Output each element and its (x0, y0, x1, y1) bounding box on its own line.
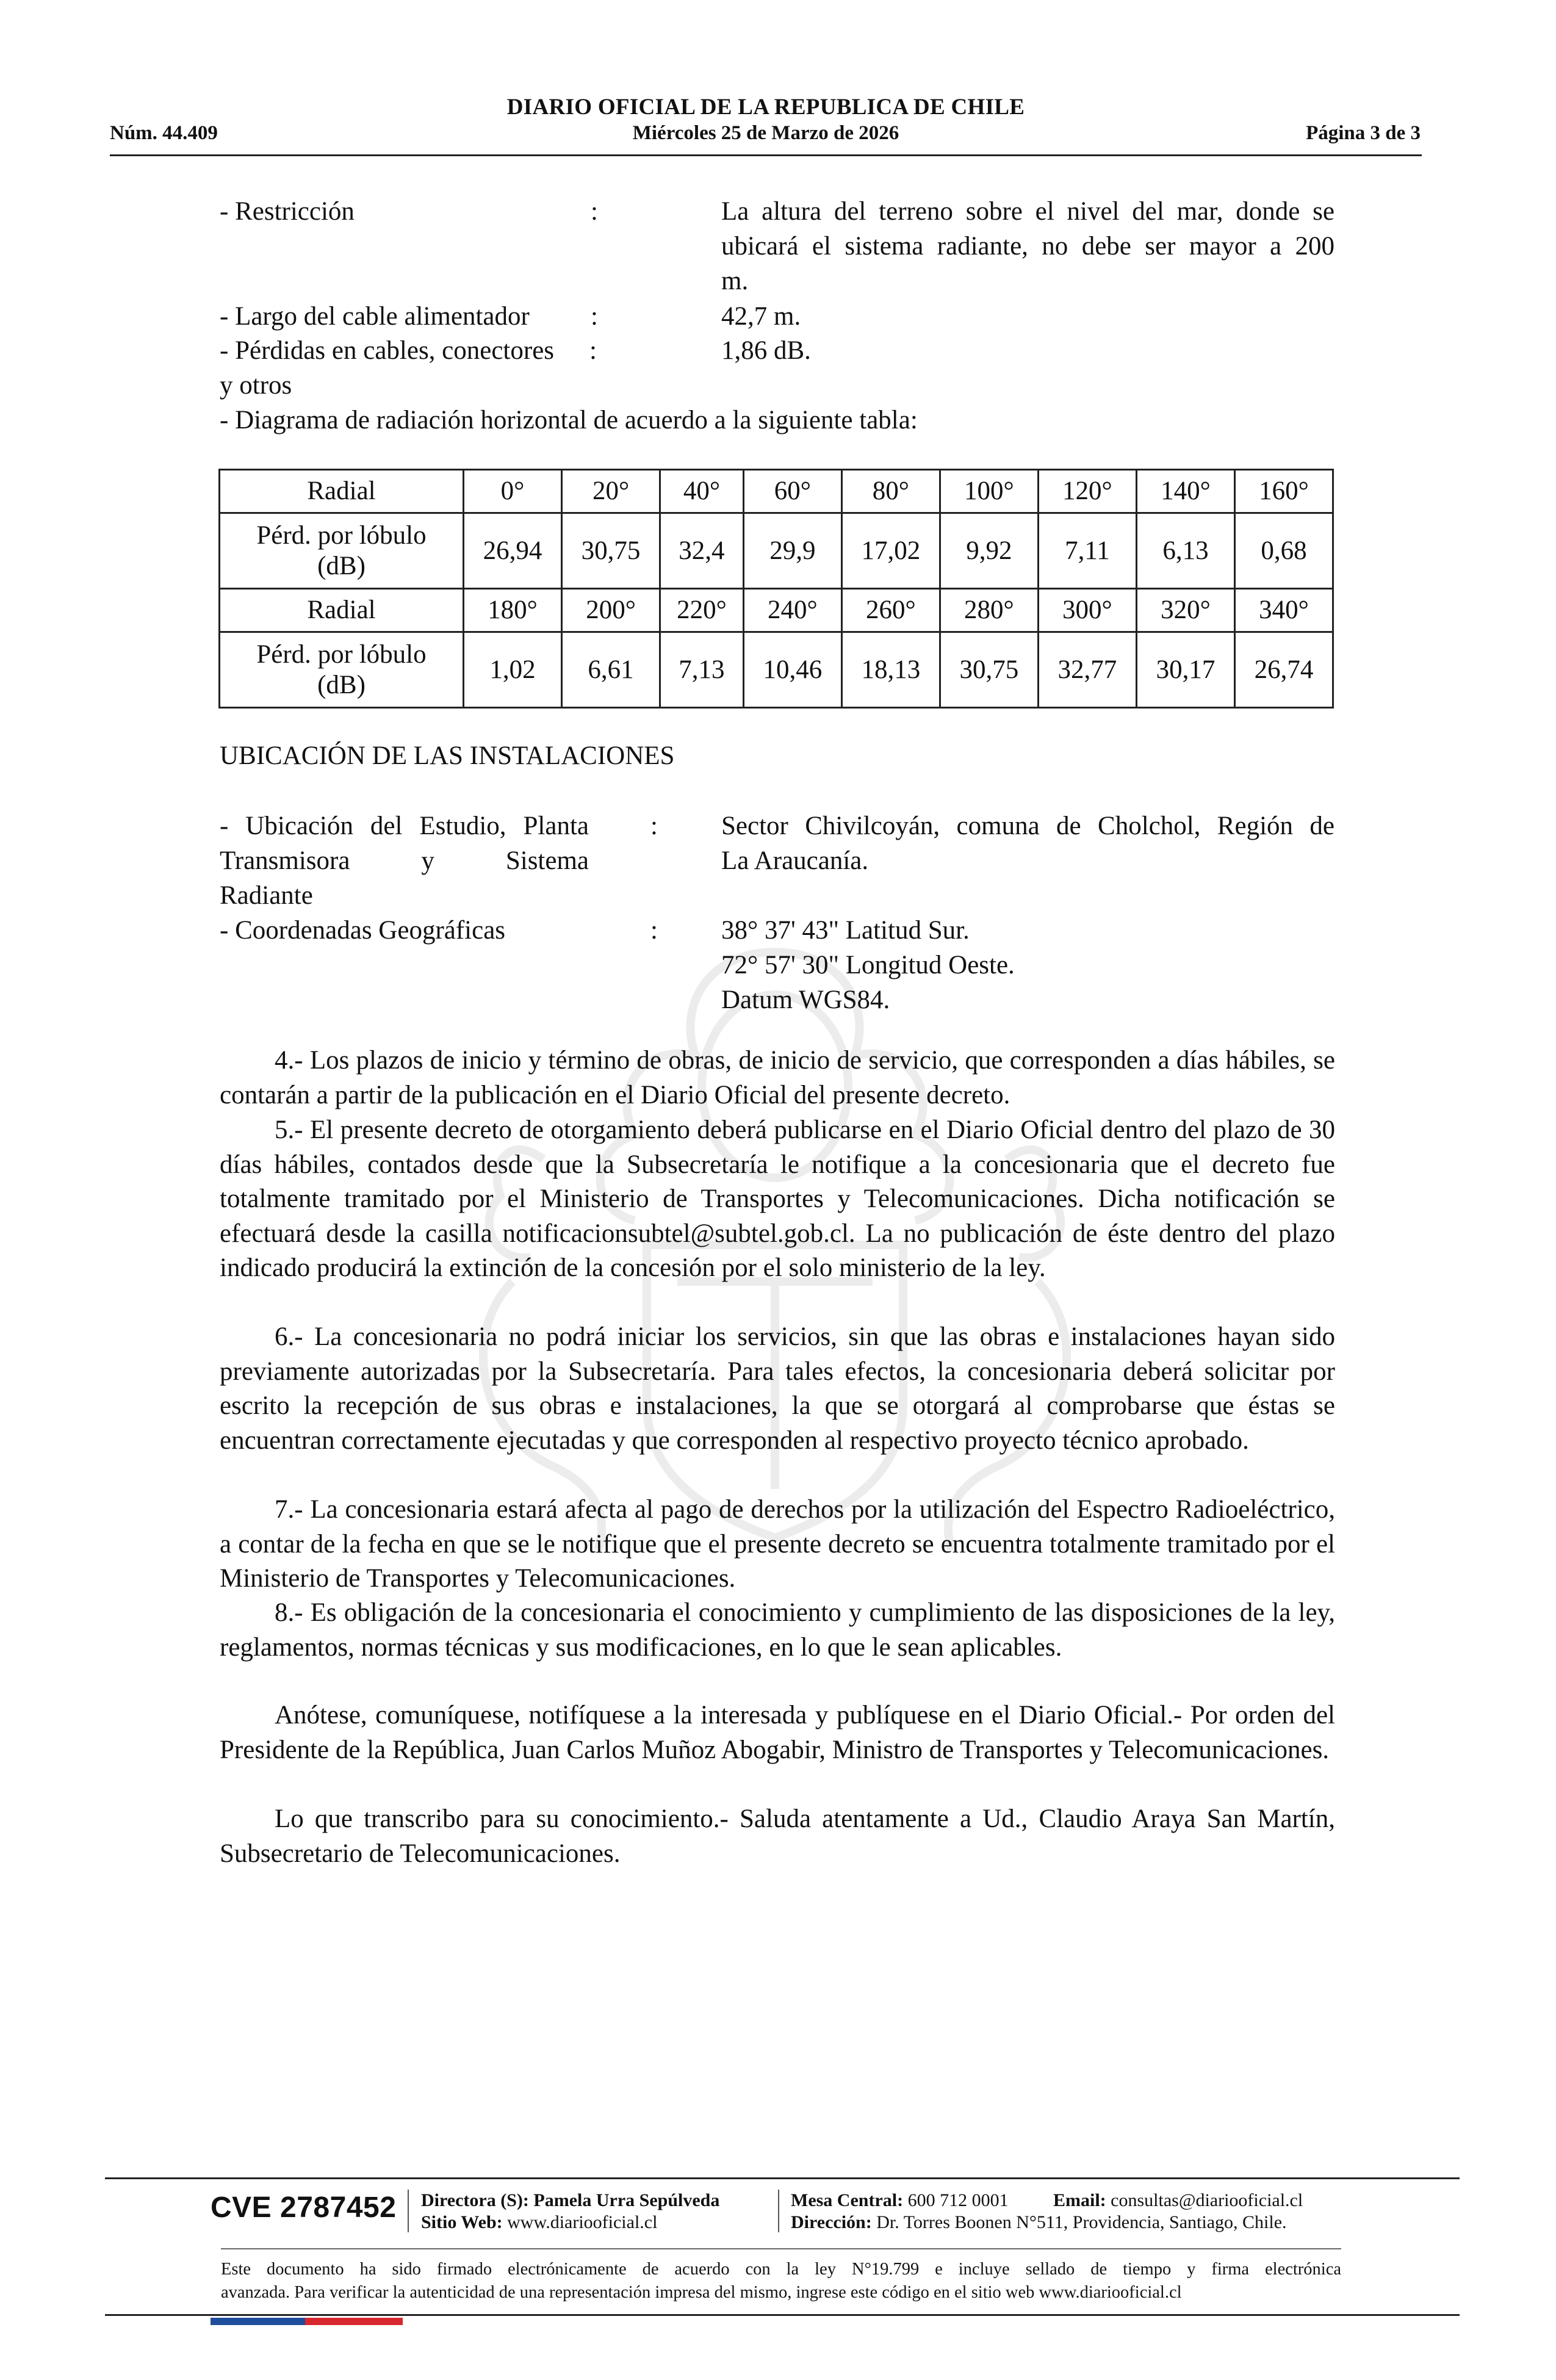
loss-cell: 30,17 (1136, 632, 1234, 708)
loss-cell: 18,13 (841, 632, 940, 708)
loss-header-line2: (dB) (317, 551, 366, 580)
header-divider (110, 154, 1422, 156)
radial-cell: 160° (1234, 470, 1333, 513)
table-row-radials-1 (220, 470, 1333, 513)
radial-cell: 320° (1136, 589, 1234, 632)
footer-email (1053, 2190, 1303, 2212)
coordenadas-label: - Coordenadas Geográficas (220, 916, 506, 945)
radial-cell: 340° (1234, 589, 1333, 632)
footer-mid-divider (221, 2248, 1341, 2249)
radial-cell: 200° (562, 589, 660, 632)
mesa-label: Mesa Central: (791, 2190, 904, 2210)
email-label: Email: (1053, 2190, 1106, 2210)
radial-cell: 260° (841, 589, 940, 632)
restriccion-label: - Restricción (220, 197, 355, 226)
loss-header-line2: (dB) (317, 670, 366, 699)
perdidas-label: - Pérdidas en cables, conectores (220, 336, 555, 365)
restriccion-value-line2: ubicará el sistema radiante, no debe ser mayor a 200 (721, 232, 1334, 261)
paragraph-6: 6.- La concesionaria no podrá iniciar los servicios, sin que las obras e instalaciones hayan sido previamente autorizadas por la Subsecretaría. Para tales efectos, la concesionaria deberá solicitar por escrito la recepción de sus obras e instalaciones, la que se otorgará al comprobarse que éstas se encuentran correctamente ejecutadas y que corresponden al respectivo proyecto técnico aprobado. (220, 1322, 1335, 1455)
footer-directora (421, 2190, 719, 2212)
estudio-label-line3: Radiante (220, 881, 313, 910)
radial-cell: 40° (660, 470, 744, 513)
issue-date: Miércoles 25 de Marzo de 2026 (632, 122, 899, 144)
closing-paragraph: Anótese, comuníquese, notifíquese a la interesada y publíquese en el Diario Oficial.- Por orden del Presidente de la República, Juan Carlos Muñoz Abogabir, Ministro de Transportes y Telecomunicaciones. (220, 1701, 1335, 1764)
loss-cell: 9,92 (940, 513, 1038, 589)
radial-cell: 80° (841, 470, 940, 513)
loss-cell: 30,75 (562, 513, 660, 589)
footer-sitio (421, 2212, 657, 2234)
table-row-radials-2 (220, 589, 1333, 632)
perdidas-label-line2: y otros (220, 371, 292, 400)
ubicacion-heading: UBICACIÓN DE LAS INSTALACIONES (220, 741, 675, 770)
radial-cell: 20° (562, 470, 660, 513)
radial-header-cell: Radial (220, 589, 464, 632)
radial-cell: 140° (1136, 470, 1234, 513)
perdidas-value: 1,86 dB. (721, 336, 811, 365)
paragraph-5: 5.- El presente decreto de otorgamiento deberá publicarse en el Diario Oficial dentro del plazo de 30 días hábiles, contados desde que la Subsecretaría le notifique a la concesionaria que el decreto fue totalmente tramitado por el Ministerio de Transportes y Telecomunicaciones. Dicha notificación se efectuará desde la casilla notificacionsubtel@subtel.gob.cl. La no publicación de éste dentro del plazo indicado producirá la extinción de la concesión por el solo ministerio de la ley. (220, 1116, 1335, 1282)
coordenadas-longitud: 72° 57' 30" Longitud Oeste. (721, 951, 1015, 979)
mesa-value: 600 712 0001 (907, 2190, 1009, 2210)
radial-cell: 120° (1038, 470, 1136, 513)
footer-top-divider (105, 2177, 1460, 2179)
estudio-value-line2: La Araucanía. (721, 846, 869, 875)
paragraph-4: 4.- Los plazos de inicio y término de obras, de inicio de servicio, que corresponden a días hábiles, se contarán a partir de la publicación en el Diario Oficial del presente decreto. (220, 1046, 1335, 1109)
footer-separator (408, 2190, 409, 2232)
page-indicator: Página 3 de 3 (1306, 122, 1421, 144)
loss-cell: 32,4 (660, 513, 744, 589)
estudio-value-line1: Sector Chivilcoyán, comuna de Cholchol, Región de (721, 812, 1334, 840)
footer-direccion (791, 2212, 1287, 2234)
loss-cell: 10,46 (743, 632, 841, 708)
radial-cell: 280° (940, 589, 1038, 632)
loss-cell: 1,02 (464, 632, 562, 708)
directora-label: Directora (S): (421, 2190, 529, 2210)
coordenadas-latitud: 38° 37' 43" Latitud Sur. (721, 916, 970, 945)
restriccion-value-line3: m. (721, 267, 749, 295)
radial-cell: 60° (743, 470, 841, 513)
issue-number: Núm. 44.409 (110, 122, 218, 144)
radial-cell: 180° (464, 589, 562, 632)
coordenadas-colon: : (650, 916, 658, 945)
footer-bottom-divider (105, 2314, 1460, 2316)
radiation-pattern-table (218, 469, 1334, 709)
transcribo-paragraph: Lo que transcribo para su conocimiento.- Saluda atentamente a Ud., Claudio Araya San Martín, Subsecretario de Telecomunicaciones. (220, 1805, 1335, 1868)
loss-cell: 7,13 (660, 632, 744, 708)
direccion-label: Dirección: (791, 2212, 872, 2232)
loss-header-line1: Pérd. por lóbulo (256, 640, 427, 669)
loss-cell: 7,11 (1038, 513, 1136, 589)
loss-cell: 6,13 (1136, 513, 1234, 589)
signature-notice-line1: Este documento ha sido firmado electrónicamente de acuerdo con la ley N°19.799 e incluye sellado de tiempo y firma electrónica (221, 2260, 1341, 2279)
largo-cable-value: 42,7 m. (721, 302, 801, 331)
cve-code: CVE 2787452 (211, 2191, 397, 2224)
coordenadas-datum: Datum WGS84. (721, 986, 890, 1014)
loss-header-line1: Pérd. por lóbulo (256, 521, 427, 550)
newspaper-title: DIARIO OFICIAL DE LA REPUBLICA DE CHILE (506, 95, 1025, 120)
estudio-colon: : (650, 812, 658, 840)
radial-cell: 100° (940, 470, 1038, 513)
loss-cell: 26,74 (1234, 632, 1333, 708)
largo-cable-label: - Largo del cable alimentador (220, 302, 530, 331)
signature-notice-line2: avanzada. Para verificar la autenticidad de una representación impresa del mismo, ingrese este código en el sitio web www.diariooficial.cl (221, 2283, 1182, 2302)
flag-stripe-blue (211, 2318, 305, 2325)
loss-cell: 29,9 (743, 513, 841, 589)
table-row-losses-1 (220, 513, 1333, 589)
sitio-label: Sitio Web: (421, 2212, 503, 2232)
estudio-label-line2: Transmisora y Sistema (220, 846, 589, 875)
loss-cell: 0,68 (1234, 513, 1333, 589)
email-link[interactable]: consultas@diariooficial.cl (1111, 2190, 1303, 2210)
loss-cell: 32,77 (1038, 632, 1136, 708)
loss-header-cell (220, 632, 464, 708)
loss-cell: 6,61 (562, 632, 660, 708)
direccion-value: Dr. Torres Boonen N°511, Providencia, Santiago, Chile. (876, 2212, 1287, 2232)
loss-header-cell (220, 513, 464, 589)
table-row-losses-2 (220, 632, 1333, 708)
paragraph-8: 8.- Es obligación de la concesionaria el conocimiento y cumplimiento de las disposiciones de la ley, reglamentos, normas técnicas y sus modificaciones, en lo que le sean aplicables. (220, 1598, 1335, 1662)
paragraph-7: 7.- La concesionaria estará afecta al pago de derechos por la utilización del Espectro Radioeléctrico, a contar de la fecha en que se le notifique que el presente decreto se encuentra totalmente tramitado por el Ministerio de Transportes y Telecomunicaciones. (220, 1495, 1335, 1593)
radial-cell: 0° (464, 470, 562, 513)
restriccion-value-line1: La altura del terreno sobre el nivel del mar, donde se (721, 197, 1334, 226)
flag-stripe-red (305, 2318, 403, 2325)
sitio-link[interactable]: www.diariooficial.cl (507, 2212, 658, 2232)
radial-cell: 220° (660, 589, 744, 632)
loss-cell: 26,94 (464, 513, 562, 589)
perdidas-colon: : (589, 336, 597, 365)
radial-cell: 240° (743, 589, 841, 632)
estudio-label-line1: - Ubicación del Estudio, Planta (220, 812, 589, 840)
loss-cell: 30,75 (940, 632, 1038, 708)
footer-mesa (791, 2190, 1009, 2212)
diagrama-intro: - Diagrama de radiación horizontal de acuerdo a la siguiente tabla: (220, 406, 918, 435)
signature-notice (221, 2258, 1341, 2304)
loss-cell: 17,02 (841, 513, 940, 589)
footer-separator (778, 2190, 779, 2232)
restriccion-colon: : (591, 197, 598, 226)
directora-name: Pamela Urra Sepúlveda (533, 2190, 720, 2210)
radial-cell: 300° (1038, 589, 1136, 632)
largo-cable-colon: : (591, 302, 598, 331)
radial-header-cell: Radial (220, 470, 464, 513)
